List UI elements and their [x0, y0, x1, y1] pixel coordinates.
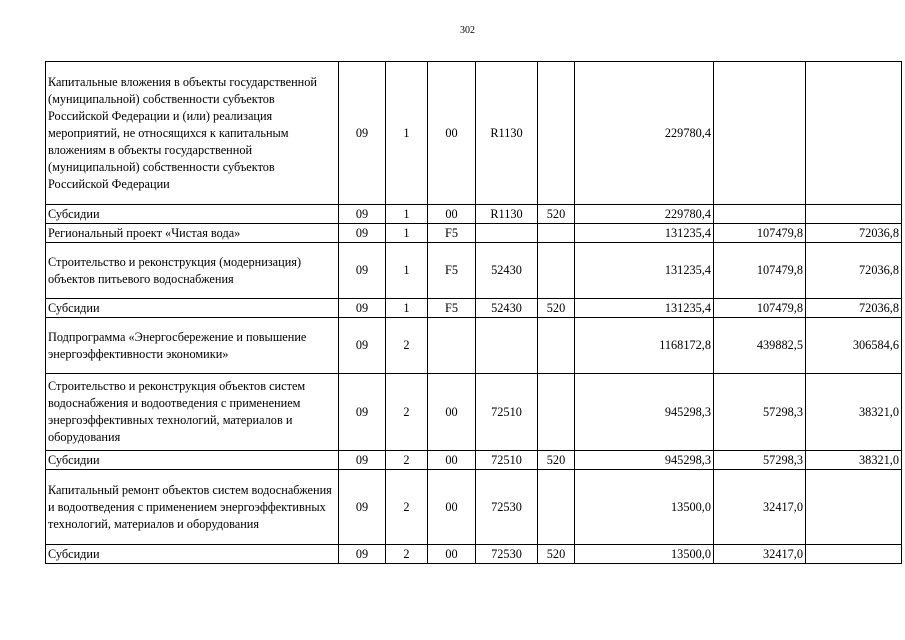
cell-program: 2: [386, 451, 428, 470]
cell-expense-type: [538, 62, 575, 205]
cell-expense-type: [538, 243, 575, 299]
cell-target-code: 52430: [476, 243, 538, 299]
cell-amount-2: 57298,3: [714, 451, 806, 470]
cell-subprogram: 00: [428, 545, 476, 564]
cell-target-code: 72530: [476, 470, 538, 545]
cell-expense-type: [538, 318, 575, 374]
row-name: Подпрограмма «Энергосбережение и повышение энергоэффективности экономики»: [46, 318, 339, 374]
cell-subprogram: 00: [428, 62, 476, 205]
cell-program: 1: [386, 243, 428, 299]
table-row: [46, 545, 902, 564]
row-name: Субсидии: [46, 451, 339, 470]
table-row: [46, 224, 902, 243]
cell-target-code: 72530: [476, 545, 538, 564]
cell-program: 2: [386, 470, 428, 545]
cell-amount-3: 72036,8: [806, 243, 902, 299]
cell-amount-1: 945298,3: [575, 374, 714, 451]
cell-amount-2: 107479,8: [714, 243, 806, 299]
table-row: [46, 62, 902, 205]
cell-program: 2: [386, 318, 428, 374]
cell-section: 09: [339, 318, 386, 374]
cell-amount-3: [806, 205, 902, 224]
cell-section: 09: [339, 243, 386, 299]
cell-amount-1: 229780,4: [575, 205, 714, 224]
table-row: [46, 318, 902, 374]
table-row: [46, 374, 902, 451]
cell-program: 2: [386, 374, 428, 451]
cell-target-code: R1130: [476, 205, 538, 224]
cell-expense-type: [538, 374, 575, 451]
row-name: Субсидии: [46, 205, 339, 224]
cell-amount-3: 306584,6: [806, 318, 902, 374]
cell-amount-1: 945298,3: [575, 451, 714, 470]
table-row: [46, 470, 902, 545]
cell-section: 09: [339, 299, 386, 318]
cell-amount-2: 57298,3: [714, 374, 806, 451]
cell-amount-3: [806, 470, 902, 545]
row-name: Строительство и реконструкция (модернизация) объектов питьевого водоснабжения: [46, 243, 339, 299]
cell-amount-3: [806, 545, 902, 564]
cell-amount-1: 131235,4: [575, 224, 714, 243]
cell-program: 1: [386, 224, 428, 243]
cell-expense-type: 520: [538, 205, 575, 224]
table-row: [46, 451, 902, 470]
cell-program: 1: [386, 205, 428, 224]
row-name: Региональный проект «Чистая вода»: [46, 224, 339, 243]
cell-expense-type: [538, 224, 575, 243]
table-row: [46, 205, 902, 224]
cell-amount-2: 32417,0: [714, 545, 806, 564]
cell-expense-type: [538, 470, 575, 545]
cell-amount-3: [806, 62, 902, 205]
cell-subprogram: F5: [428, 299, 476, 318]
cell-subprogram: 00: [428, 470, 476, 545]
cell-subprogram: F5: [428, 243, 476, 299]
cell-amount-1: 1168172,8: [575, 318, 714, 374]
cell-target-code: 72510: [476, 374, 538, 451]
cell-amount-2: 107479,8: [714, 299, 806, 318]
cell-target-code: 72510: [476, 451, 538, 470]
cell-subprogram: F5: [428, 224, 476, 243]
page-number: 302: [460, 25, 475, 36]
table-row: [46, 243, 902, 299]
cell-section: 09: [339, 451, 386, 470]
cell-amount-2: [714, 62, 806, 205]
cell-amount-3: 38321,0: [806, 374, 902, 451]
cell-amount-3: 38321,0: [806, 451, 902, 470]
cell-target-code: [476, 318, 538, 374]
row-name: Капитальный ремонт объектов систем водоснабжения и водоотведения с применением энергоэффективных технологий, материалов и оборудования: [46, 470, 339, 545]
budget-table: [45, 61, 902, 564]
table-row: [46, 299, 902, 318]
cell-subprogram: 00: [428, 205, 476, 224]
cell-amount-1: 131235,4: [575, 243, 714, 299]
cell-section: 09: [339, 62, 386, 205]
cell-section: 09: [339, 470, 386, 545]
cell-amount-1: 131235,4: [575, 299, 714, 318]
cell-program: 2: [386, 545, 428, 564]
cell-expense-type: 520: [538, 545, 575, 564]
cell-program: 1: [386, 62, 428, 205]
cell-target-code: 52430: [476, 299, 538, 318]
cell-amount-3: 72036,8: [806, 224, 902, 243]
cell-amount-2: [714, 205, 806, 224]
row-name: Строительство и реконструкция объектов систем водоснабжения и водоотведения с применением энергоэффективных технологий, материалов и оборудования: [46, 374, 339, 451]
row-name: Капитальные вложения в объекты государственной (муниципальной) собственности субъектов Российской Федерации и (или) реализация мероприятий, не относящихся к капитальным вложениям в объекты государственной (муниципальной) собственности субъектов Российской Федерации: [46, 62, 339, 205]
cell-amount-2: 439882,5: [714, 318, 806, 374]
cell-amount-3: 72036,8: [806, 299, 902, 318]
cell-section: 09: [339, 205, 386, 224]
cell-subprogram: 00: [428, 451, 476, 470]
cell-subprogram: 00: [428, 374, 476, 451]
cell-amount-1: 13500,0: [575, 470, 714, 545]
cell-program: 1: [386, 299, 428, 318]
cell-target-code: R1130: [476, 62, 538, 205]
cell-expense-type: 520: [538, 299, 575, 318]
cell-subprogram: [428, 318, 476, 374]
cell-expense-type: 520: [538, 451, 575, 470]
cell-amount-2: 107479,8: [714, 224, 806, 243]
cell-target-code: [476, 224, 538, 243]
cell-section: 09: [339, 224, 386, 243]
cell-amount-1: 229780,4: [575, 62, 714, 205]
row-name: Субсидии: [46, 545, 339, 564]
cell-amount-2: 32417,0: [714, 470, 806, 545]
cell-section: 09: [339, 374, 386, 451]
row-name: Субсидии: [46, 299, 339, 318]
cell-section: 09: [339, 545, 386, 564]
cell-amount-1: 13500,0: [575, 545, 714, 564]
